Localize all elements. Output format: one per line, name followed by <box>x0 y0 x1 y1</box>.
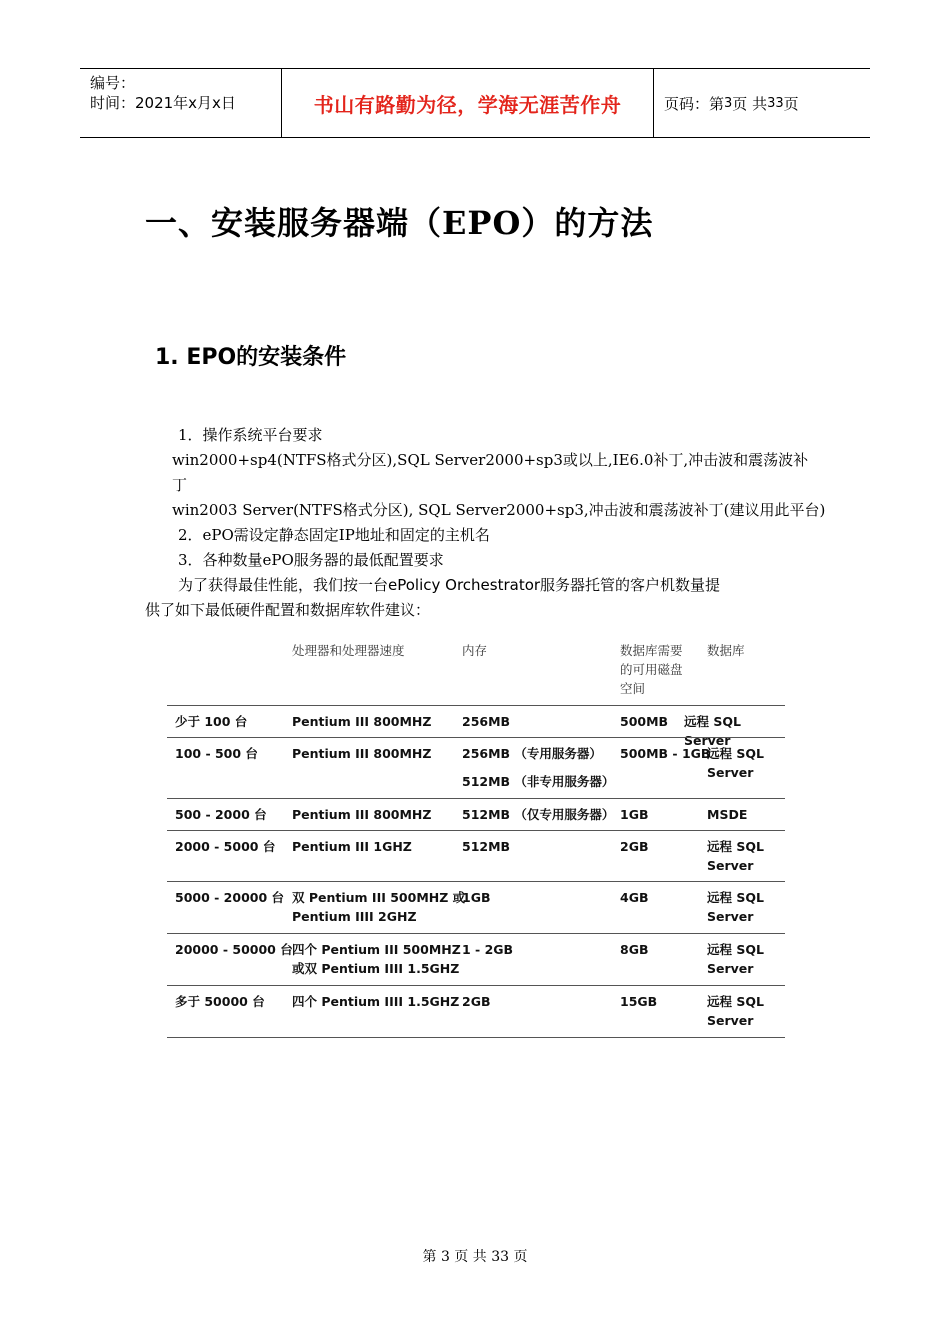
cell-memory: 1 - 2GB <box>462 942 514 957</box>
cell-disk: 4GB <box>620 890 649 905</box>
cell-line: 远程 SQL <box>707 942 764 957</box>
cell-database <box>707 940 764 978</box>
table-row <box>167 737 785 799</box>
cell-line: 远程 SQL <box>707 890 764 905</box>
table-row <box>167 881 785 934</box>
cell-clients: 少于 100 台 <box>175 714 248 729</box>
cell-database: 远程 SQL Server <box>684 714 741 748</box>
cell-cpu: Pentium III 800MHZ <box>292 746 432 761</box>
cell-disk: 500MB <box>620 714 669 729</box>
page-suffix: 页 <box>783 94 799 113</box>
cell-line: 或双 Pentium IIII 1.5GHZ <box>292 961 460 976</box>
table-row <box>167 830 785 882</box>
cell-line: Pentium IIII 2GHZ <box>292 909 417 924</box>
cell-disk: 2GB <box>620 839 649 854</box>
page-footer: 第 3 页 共 33 页 <box>422 1249 528 1265</box>
header-meta <box>80 69 281 137</box>
cell-cpu: 四个 Pentium IIII 1.5GHZ <box>292 994 460 1009</box>
paragraph-win2003: win2003 Server(NTFS格式分区), SQL Server2000+sp3,冲击波和震荡波补丁(建议用此平台) <box>172 501 826 519</box>
cell-disk: 15GB <box>620 994 658 1009</box>
cell-cpu <box>292 940 461 978</box>
cell-clients: 20000 - 50000 台 <box>175 942 293 957</box>
cell-line: Server <box>707 909 754 924</box>
cell-database <box>707 888 764 926</box>
cell-clients: 5000 - 20000 台 <box>175 890 285 905</box>
column-header-database: 数据库 <box>707 643 745 658</box>
header-page-info <box>654 69 870 137</box>
page-total: 33 <box>767 95 784 111</box>
cell-line: Server <box>707 961 754 976</box>
hardware-requirements-table <box>167 638 785 1038</box>
cell-memory: 256MB <box>462 714 511 729</box>
cell-memory: 2GB <box>462 994 491 1009</box>
paragraph-static-ip: 2．ePO需设定静态固定IP地址和固定的主机名 <box>178 526 490 544</box>
table-row <box>167 933 785 986</box>
cell-cpu: Pentium III 800MHZ <box>292 714 432 729</box>
cell-cpu <box>292 888 465 926</box>
cell-line: Server <box>707 1013 754 1028</box>
paragraph-os-requirement: 1．操作系统平台要求 <box>178 426 323 444</box>
cell-line: 远程 SQL <box>707 839 764 854</box>
cell-memory: 1GB <box>462 890 491 905</box>
cell-database <box>707 992 764 1030</box>
document-number-label: 编号： <box>90 74 136 92</box>
cell-line: 512MB （非专用服务器） <box>462 774 615 789</box>
page-mid: 页 共 <box>732 94 768 113</box>
cell-clients: 多于 50000 台 <box>175 994 265 1009</box>
cell-memory <box>462 744 614 791</box>
paragraph-intro-cont: 供了如下最低硬件配置和数据库软件建议： <box>145 601 431 619</box>
column-header-disk-line: 数据库需要 <box>620 643 683 658</box>
column-header-disk-line: 空间 <box>620 681 646 696</box>
column-header-cpu: 处理器和处理器速度 <box>292 643 405 658</box>
cell-database <box>707 744 764 782</box>
paragraph-win2000: win2000+sp4(NTFS格式分区),SQL Server2000+sp3或以上,IE6.0补丁,冲击波和震荡波补 <box>172 451 809 469</box>
header-motto: 书山有路勤为径，学海无涯苦作舟 <box>281 69 654 137</box>
page-prefix: 页码：第 <box>664 94 725 113</box>
cell-disk: 8GB <box>620 942 649 957</box>
table-row <box>167 985 785 1038</box>
cell-cpu: Pentium III 800MHZ <box>292 807 432 822</box>
table-row <box>167 798 785 831</box>
cell-cpu: Pentium III 1GHZ <box>292 839 412 854</box>
cell-line: 远程 SQL <box>707 994 764 1009</box>
cell-clients: 2000 - 5000 台 <box>175 839 276 854</box>
cell-disk: 500MB - 1GB <box>620 746 711 761</box>
column-header-memory: 内存 <box>462 643 488 658</box>
cell-line: 双 Pentium III 500MHZ 或 <box>292 890 466 905</box>
document-time: 时间：2021年x月x日 <box>90 94 236 112</box>
cell-disk: 1GB <box>620 807 649 822</box>
column-header-disk <box>620 641 683 698</box>
cell-memory: 512MB <box>462 839 511 854</box>
cell-line: 256MB （专用服务器） <box>462 746 602 761</box>
cell-clients: 500 - 2000 台 <box>175 807 267 822</box>
chapter-title: 一、安装服务器端（EPO）的方法 <box>145 204 654 242</box>
paragraph-win2000-cont: 丁 <box>172 476 188 494</box>
section-title: 1. EPO的安装条件 <box>155 345 347 370</box>
page-header <box>80 68 870 138</box>
column-header-disk-line: 的可用磁盘 <box>620 662 683 677</box>
cell-line: Server <box>707 765 754 780</box>
cell-clients: 100 - 500 台 <box>175 746 258 761</box>
cell-line: Server <box>707 858 754 873</box>
cell-line: 四个 Pentium III 500MHZ <box>292 942 461 957</box>
cell-memory: 512MB （仅专用服务器） <box>462 807 615 822</box>
paragraph-intro: 为了获得最佳性能，我们按一台ePolicy Orchestrator服务器托管的客户机数量提 <box>178 576 721 594</box>
page-number: 3 <box>724 95 733 111</box>
table-row <box>167 705 785 748</box>
cell-line: 远程 SQL <box>707 746 764 761</box>
paragraph-min-config: 3．各种数量ePO服务器的最低配置要求 <box>178 551 444 569</box>
cell-database <box>707 837 764 875</box>
cell-database: MSDE <box>707 807 748 822</box>
